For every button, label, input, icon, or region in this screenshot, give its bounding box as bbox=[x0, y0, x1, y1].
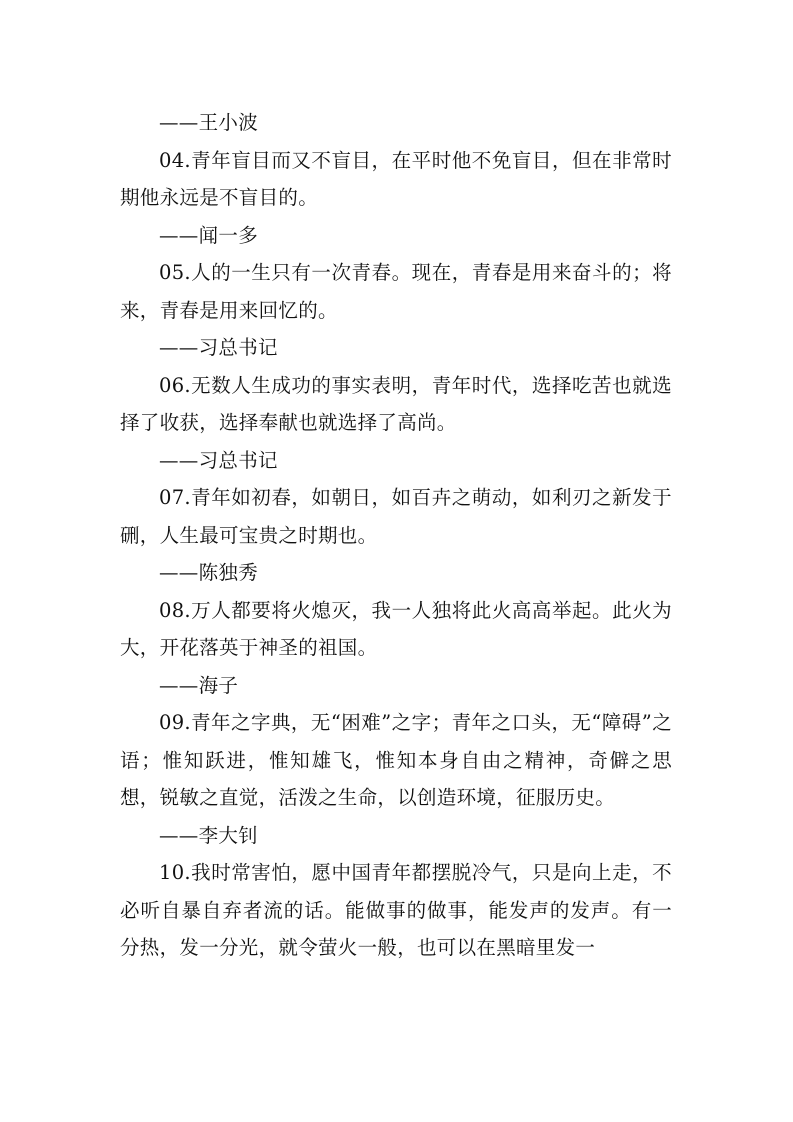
quote-paragraph: 09.青年之字典，无“困难”之字；青年之口头，无“障碍”之语；惟知跃进，惟知雄飞，惟知本身自由之精神，奇僻之思想，锐敏之直觉，活泼之生命，以创造环境，征服历史。 bbox=[120, 711, 672, 809]
quote-author: ——闻一多 bbox=[159, 223, 258, 247]
quote-author: ——习总书记 bbox=[159, 336, 278, 359]
quote-author: ——陈独秀 bbox=[159, 561, 258, 584]
quote-paragraph: 07.青年如初春，如朝日，如百卉之萌动，如利刃之新发于硎，人生最可宝贵之时期也。 bbox=[120, 486, 672, 547]
quote-paragraph: 08.万人都要将火熄灭，我一人独将此火高高举起。此火为大，开花落英于神圣的祖国。 bbox=[120, 598, 672, 659]
quote-author: ——李大钊 bbox=[159, 823, 258, 847]
quote-author: ——习总书记 bbox=[159, 448, 278, 472]
quote-author: ——王小波 bbox=[159, 111, 258, 134]
quote-paragraph: 05.人的一生只有一次青春。现在，青春是用来奋斗的；将来，青春是用来回忆的。 bbox=[120, 261, 672, 322]
quote-paragraph: 04.青年盲目而又不盲目，在平时他不免盲目，但在非常时期他永远是不盲目的。 bbox=[120, 148, 672, 209]
quote-author: ——海子 bbox=[159, 673, 239, 697]
document-content bbox=[120, 104, 672, 967]
quote-paragraph: 06.无数人生成功的事实表明，青年时代，选择吃苦也就选择了收获，选择奉献也就选择了高尚。 bbox=[120, 373, 672, 434]
quote-paragraph: 10.我时常害怕，愿中国青年都摆脱冷气，只是向上走，不必听自暴自弃者流的话。能做事的做事，能发声的发声。有一分热，发一分光，就令萤火一般，也可以在黑暗里发一 bbox=[120, 861, 672, 959]
